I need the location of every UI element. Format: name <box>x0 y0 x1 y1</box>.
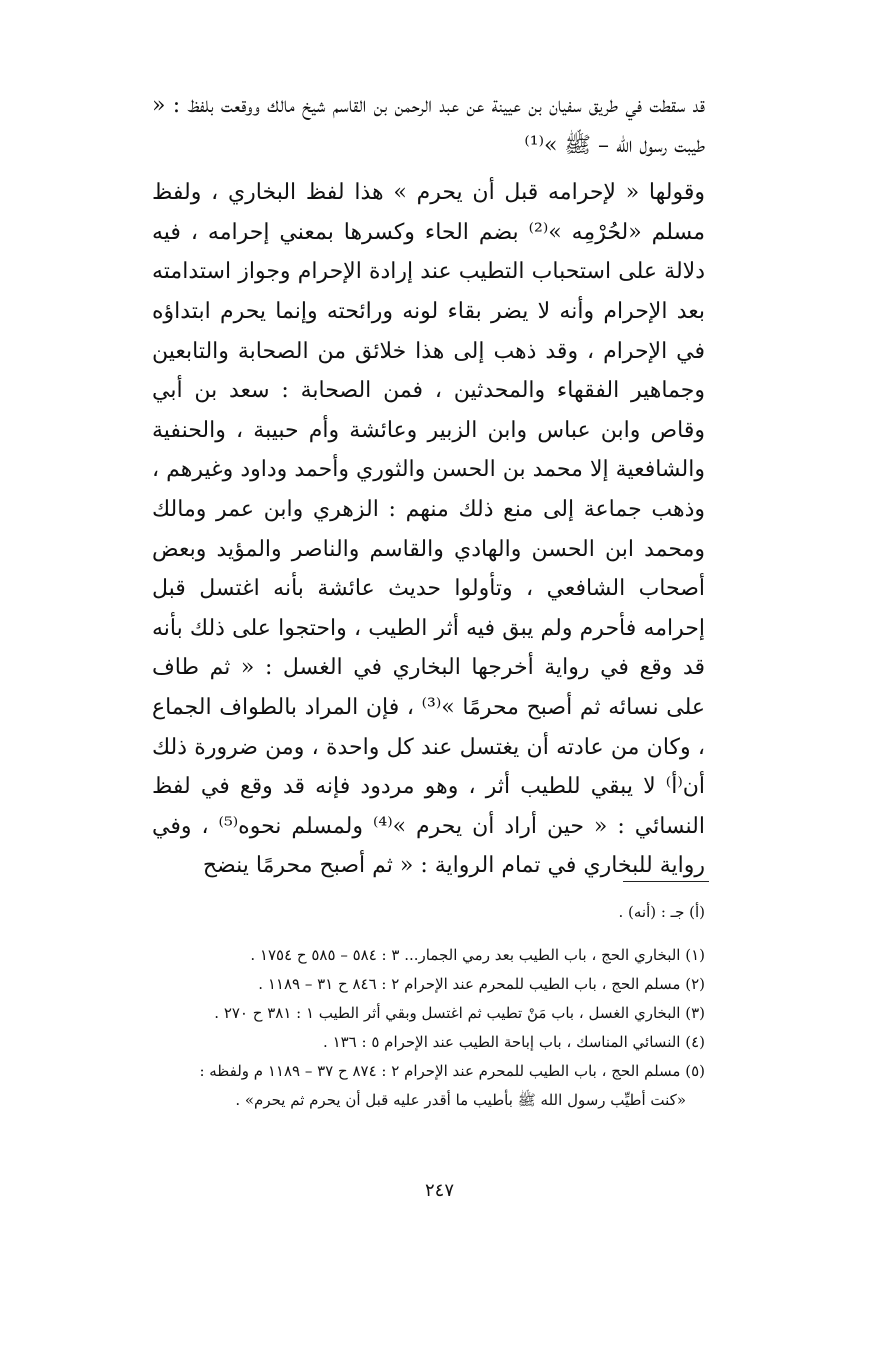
footnote-gap <box>152 927 705 941</box>
footnote-variant-a: (أ) جـ : (أنه) . <box>618 903 705 921</box>
footnote-5-continued: «كنت أطيِّب رسول الله ﷺ بأطيب ما أقدر عليه قبل أن يحرم ثم يحرم» . <box>235 1091 686 1109</box>
footnotes <box>152 898 705 1115</box>
footnote-2: (٢) مسلم الحج ، باب الطيب للمحرم عند الإحرام ٢ : ٨٤٦ ح ٣١ – ١١٨٩ . <box>258 975 705 993</box>
footnote-4: (٤) النسائي المناسك ، باب إباحة الطيب عند الإحرام ٥ : ١٣٦ . <box>323 1033 705 1051</box>
paragraph-2: وقولها « لإحرامه قبل أن يحرم » هذا لفظ البخاري ، ولفظ مسلم «لحُرْمِه »⁽²⁾ بضم الحاء وكسرها بمعني إحرامه ، فيه دلالة على استحباب التطيب عند إرادة الإحرام وجواز استدامته بعد الإحرام وأنه لا يضر بقاء لونه ورائحته وإنما يحرم ابتداؤه في الإحرام ، وقد ذهب إلى هذا خلائق من الصحابة والتابعين وجماهير الفقهاء والمحدثين ، فمن الصحابة : سعد بن أبي وقاص وابن عباس وابن الزبير وعائشة وأم حبيبة ، والحنفية والشافعية إلا محمد بن الحسن والثوري وأحمد وداود وغيرهم ، وذهب جماعة إلى منع ذلك منهم : الزهري وابن عمر ومالك ومحمد ابن الحسن والهادي والقاسم والناصر والمؤيد وبعض أصحاب الشافعي ، وتأولوا حديث عائشة بأنه اغتسل قبل إحرامه فأحرم ولم يبق فيه أثر الطيب ، واحتجوا على ذلك بأنه قد وقع في رواية أخرجها البخاري في الغسل : « ثم طاف على نسائه ثم أصبح محرمًا »⁽³⁾ ، فإن المراد بالطواف الجماع ، وكان من عادته أن يغتسل عند كل واحدة ، ومن ضرورة ذلك أن⁽أ⁾ لا يبقي للطيب أثر ، وهو مردود فإنه قد وقع في لفظ النسائي : « حين أراد أن يحرم »⁽⁴⁾ ولمسلم نحوه⁽⁵⁾ ، وفي رواية للبخاري في تمام الرواية : « ثم أصبح محرمًا ينضح <box>152 180 706 879</box>
footnote-1: (١) البخاري الحج ، باب الطيب بعد رمي الجمار... ٣ : ٥٨٤ – ٥٨٥ ح ١٧٥٤ . <box>250 946 705 964</box>
footnote-5: (٥) مسلم الحج ، باب الطيب للمحرم عند الإحرام ٢ : ٨٧٤ ح ٣٧ – ١١٨٩ م ولفظه : <box>199 1062 705 1080</box>
page-number: ٢٤٧ <box>424 1180 454 1201</box>
footnote-separator <box>623 881 709 882</box>
main-text <box>152 86 705 886</box>
footnote-3: (٣) البخاري الغسل ، باب مَنْ تطيب ثم اغتسل وبقي أثر الطيب ١ : ٣٨١ ح ٢٧٠ . <box>214 1004 705 1022</box>
paragraph-1: قد سقطت في طريق سفيان بن عيينة عن عبد الرحمن بن القاسم شيخ مالك ووقعت بلفظ : « طيبت رسول اللّه – ﷺ »⁽¹⁾ <box>152 93 705 158</box>
